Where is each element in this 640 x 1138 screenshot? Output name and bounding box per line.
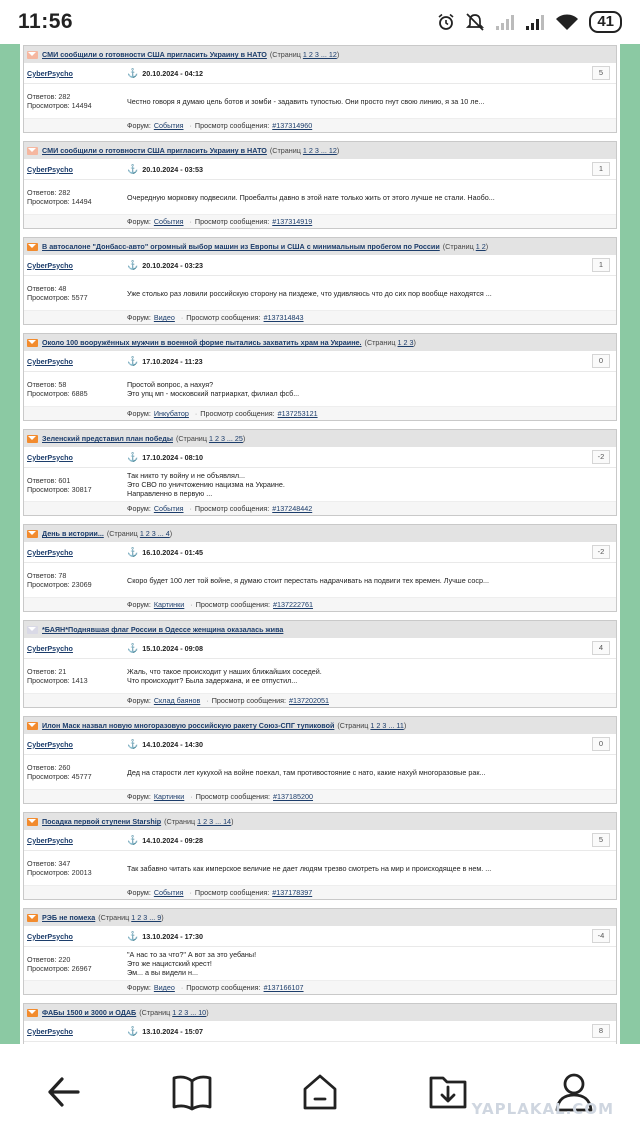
topic-card bbox=[23, 237, 617, 325]
replies-count: Ответов: 48 bbox=[27, 284, 67, 293]
rating-badge: -2 bbox=[592, 450, 610, 464]
topic-title-link[interactable]: В автосалоне "Донбасс-авто" огромный выбор машин из Европы и США с минимальным пробегом по России bbox=[42, 242, 440, 251]
mute-icon bbox=[465, 12, 485, 32]
post-date bbox=[124, 547, 592, 558]
topic-pages bbox=[270, 146, 339, 155]
post-excerpt-line: Это СВО по уничтожению нацизма на Украине. bbox=[127, 480, 285, 489]
envelope-icon bbox=[27, 530, 38, 538]
author-link[interactable]: CyberPsycho bbox=[27, 1026, 73, 1036]
pages-prefix: (Страниц bbox=[337, 721, 369, 730]
battery-icon: 41 bbox=[589, 11, 622, 33]
author-link[interactable]: CyberPsycho bbox=[27, 739, 73, 749]
post-view-label: Просмотр сообщения: bbox=[194, 888, 270, 897]
topic-stats bbox=[24, 659, 124, 693]
post-excerpt bbox=[124, 276, 616, 310]
status-time: 11:56 bbox=[18, 10, 74, 33]
pages-links[interactable]: 1 2 3 ... 12 bbox=[302, 146, 337, 155]
topic-list bbox=[20, 44, 620, 1044]
topic-header bbox=[24, 525, 616, 542]
post-link[interactable]: #137222761 bbox=[273, 600, 314, 609]
topic-card bbox=[23, 45, 617, 133]
post-meta-row bbox=[24, 255, 616, 276]
replies-count: Ответов: 601 bbox=[27, 475, 71, 485]
topic-stats bbox=[24, 947, 124, 980]
views-count: Просмотров: 23069 bbox=[27, 580, 92, 589]
post-link[interactable]: #137185200 bbox=[273, 792, 314, 801]
topic-card bbox=[23, 908, 617, 995]
replies-count: Ответов: 220 bbox=[27, 954, 71, 964]
topic-header bbox=[24, 1004, 616, 1021]
post-excerpt bbox=[124, 468, 616, 501]
topic-title-link[interactable]: ФАБы 1500 и 3000 и ОДАБ bbox=[42, 1008, 137, 1017]
forum-label: Форум: bbox=[127, 888, 151, 897]
views-count: Просмотров: 30817 bbox=[27, 484, 92, 494]
topic-stats bbox=[24, 84, 124, 118]
topic-card bbox=[23, 620, 617, 708]
pages-links[interactable]: 1 2 3 ... 12 bbox=[302, 50, 337, 59]
forum-label: Форум: bbox=[127, 983, 151, 992]
author-link[interactable]: CyberPsycho bbox=[27, 835, 73, 845]
views-count: Просмотров: 45777 bbox=[27, 772, 92, 781]
post-excerpt bbox=[124, 755, 616, 789]
topic-title-link[interactable]: *БАЯН*Поднявшая флаг России в Одессе женщина оказалась жива bbox=[42, 625, 284, 634]
topic-title-link[interactable]: Посадка первой ступени Starship bbox=[42, 817, 162, 826]
forum-link[interactable]: События bbox=[153, 121, 184, 130]
author-link[interactable]: CyberPsycho bbox=[27, 931, 73, 941]
topic-pages bbox=[443, 242, 488, 251]
envelope-icon bbox=[27, 147, 38, 155]
pages-links[interactable]: 1 2 bbox=[475, 242, 486, 251]
topic-header bbox=[24, 621, 616, 638]
topic-pages bbox=[107, 529, 172, 538]
forum-link[interactable]: Картинки bbox=[153, 600, 185, 609]
wifi-icon bbox=[555, 13, 579, 31]
forum-link[interactable]: События bbox=[153, 217, 184, 226]
envelope-icon bbox=[27, 435, 38, 443]
anchor-icon[interactable]: ⚓ bbox=[127, 834, 139, 845]
post-meta-row bbox=[24, 447, 616, 468]
pages-suffix: ) bbox=[242, 434, 246, 443]
topic-header bbox=[24, 430, 616, 447]
rating-badge: 0 bbox=[592, 737, 610, 751]
rating-badge: 1 bbox=[592, 162, 610, 176]
separator-dot: · bbox=[180, 983, 184, 992]
post-date-text: 14.10.2024 - 09:28 bbox=[142, 835, 203, 845]
forum-label: Форум: bbox=[127, 600, 151, 609]
post-view-label: Просмотр сообщения: bbox=[195, 792, 271, 801]
forum-label: Форум: bbox=[127, 696, 151, 705]
pages-suffix: ) bbox=[336, 146, 340, 155]
topic-title-link[interactable]: РЭБ не помеха bbox=[42, 913, 96, 922]
topic-header bbox=[24, 142, 616, 159]
views-count: Просмотров: 1413 bbox=[27, 676, 88, 685]
post-excerpt-line: "А нас то за что?" А вот за это уебаны! bbox=[127, 950, 257, 959]
topic-stats bbox=[24, 372, 124, 406]
pages-suffix: ) bbox=[485, 242, 489, 251]
rating-badge: -4 bbox=[592, 929, 610, 943]
views-count: Просмотров: 6885 bbox=[27, 389, 88, 398]
topic-title-link[interactable]: Зеленский представил план победы bbox=[42, 434, 173, 443]
topic-header bbox=[24, 717, 616, 734]
post-body bbox=[24, 755, 616, 789]
author-link[interactable]: CyberPsycho bbox=[27, 164, 73, 174]
topic-title-link[interactable]: Илон Маск назвал новую многоразовую российскую ракету Союз-СПГ тупиковой bbox=[42, 721, 335, 730]
pages-links[interactable]: 1 2 3 ... 25 bbox=[208, 434, 243, 443]
post-excerpt-line: Честно говоря я думаю цель ботов и зомби - задавить тупостью. Они просто гнут свою линию, я за 10 ле... bbox=[127, 96, 485, 106]
views-count: Просмотров: 20013 bbox=[27, 868, 92, 877]
status-bar bbox=[0, 0, 640, 44]
pages-prefix: (Страниц bbox=[175, 434, 207, 443]
post-view-label: Просмотр сообщения: bbox=[195, 600, 271, 609]
post-meta-row bbox=[24, 351, 616, 372]
topic-stats bbox=[24, 563, 124, 597]
forum-label: Форум: bbox=[127, 313, 151, 322]
post-date-text: 20.10.2024 - 03:53 bbox=[142, 164, 203, 174]
topic-stats bbox=[24, 851, 124, 885]
rating-badge: 5 bbox=[592, 66, 610, 80]
post-meta-row bbox=[24, 830, 616, 851]
topic-pages bbox=[98, 913, 163, 922]
envelope-icon bbox=[27, 339, 38, 347]
anchor-icon[interactable]: ⚓ bbox=[127, 1025, 139, 1036]
post-excerpt-line: Скоро будет 100 лет той войне, я думаю стоит перестать надрачивать на подвиги тех времен. Лучше соср... bbox=[127, 575, 489, 585]
post-footer bbox=[24, 118, 616, 132]
topic-card bbox=[23, 429, 617, 516]
download-icon[interactable] bbox=[426, 1070, 470, 1114]
post-link[interactable]: #137166107 bbox=[263, 983, 304, 992]
separator-dot: · bbox=[189, 121, 192, 130]
topic-stats bbox=[24, 276, 124, 310]
topic-header bbox=[24, 238, 616, 255]
topic-card bbox=[23, 524, 617, 612]
pages-prefix: (Страниц bbox=[106, 529, 138, 538]
pages-links[interactable]: 1 2 3 ... 9 bbox=[131, 913, 162, 922]
post-date-text: 16.10.2024 - 01:45 bbox=[142, 547, 203, 557]
forum-label: Форум: bbox=[127, 121, 151, 130]
post-footer bbox=[24, 980, 616, 994]
post-link[interactable]: #137314919 bbox=[272, 217, 313, 226]
post-excerpt-line: Так никто ту войну и не объявлял... bbox=[127, 471, 246, 480]
pages-prefix: (Страниц bbox=[442, 242, 474, 251]
separator-dot: · bbox=[189, 217, 192, 226]
forum-link[interactable]: События bbox=[153, 504, 184, 513]
envelope-icon bbox=[27, 1009, 38, 1017]
page-background bbox=[0, 44, 640, 1044]
rating-badge: 0 bbox=[592, 354, 610, 368]
post-date bbox=[124, 835, 592, 846]
pages-prefix: (Страниц bbox=[164, 817, 196, 826]
anchor-icon[interactable]: ⚓ bbox=[127, 163, 139, 174]
pages-links[interactable]: 1 2 3 bbox=[397, 338, 414, 347]
post-excerpt-line: Жаль, что такое происходит у наших ближайших соседей. bbox=[127, 667, 322, 676]
post-footer bbox=[24, 501, 616, 515]
post-footer bbox=[24, 789, 616, 803]
post-date bbox=[124, 452, 592, 463]
post-meta-row bbox=[24, 926, 616, 947]
envelope-icon bbox=[27, 818, 38, 826]
anchor-icon[interactable]: ⚓ bbox=[127, 642, 139, 653]
topic-pages bbox=[337, 721, 406, 730]
post-footer bbox=[24, 406, 616, 420]
replies-count: Ответов: 21 bbox=[27, 667, 67, 676]
post-date-text: 13.10.2024 - 17:30 bbox=[142, 931, 203, 941]
author-link[interactable]: CyberPsycho bbox=[27, 260, 73, 270]
envelope-icon bbox=[27, 914, 38, 922]
topic-card bbox=[23, 333, 617, 421]
topic-title-link[interactable]: День в истории... bbox=[42, 529, 104, 538]
post-meta-row bbox=[24, 63, 616, 84]
post-view-label: Просмотр сообщения: bbox=[186, 983, 261, 992]
views-count: Просмотров: 14494 bbox=[27, 101, 92, 110]
post-date-text: 20.10.2024 - 04:12 bbox=[142, 68, 203, 78]
post-meta-row bbox=[24, 1021, 616, 1042]
post-view-label: Просмотр сообщения: bbox=[186, 313, 261, 322]
anchor-icon[interactable]: ⚓ bbox=[127, 451, 139, 462]
separator-dot: · bbox=[190, 792, 193, 801]
post-body bbox=[24, 468, 616, 501]
topic-pages bbox=[270, 50, 339, 59]
post-excerpt bbox=[124, 563, 616, 597]
pages-suffix: ) bbox=[336, 50, 340, 59]
post-view-label: Просмотр сообщения: bbox=[200, 409, 275, 418]
separator-dot: · bbox=[189, 504, 192, 513]
separator-dot: · bbox=[194, 409, 198, 418]
topic-stats bbox=[24, 755, 124, 789]
topic-title-link[interactable]: Около 100 вооружённых мужчин в военной форме пытались захватить храм на Украине. bbox=[42, 338, 362, 347]
replies-count: Ответов: 347 bbox=[27, 859, 71, 868]
post-body bbox=[24, 851, 616, 885]
topic-pages bbox=[139, 1008, 208, 1017]
envelope-icon bbox=[27, 722, 38, 730]
anchor-icon[interactable]: ⚓ bbox=[127, 930, 139, 941]
rating-badge: 8 bbox=[592, 1024, 610, 1038]
post-link[interactable]: #137253121 bbox=[277, 409, 318, 418]
pages-suffix: ) bbox=[206, 1008, 209, 1017]
post-body bbox=[24, 276, 616, 310]
forum-link[interactable]: Склад баянов bbox=[153, 696, 201, 705]
forum-label: Форум: bbox=[127, 217, 151, 226]
rating-badge: 1 bbox=[592, 258, 610, 272]
post-excerpt-line: Очередную морковку подвесили. Проебалты давно в этой нате только жить от этого лучше не стали. Наобо... bbox=[127, 192, 495, 202]
forum-label: Форум: bbox=[127, 792, 151, 801]
forum-link[interactable]: Картинки bbox=[153, 792, 185, 801]
signal-icon bbox=[495, 13, 515, 31]
bottom-navbar bbox=[0, 1044, 640, 1138]
forum-link[interactable]: Инкубатор bbox=[153, 409, 189, 418]
post-date bbox=[124, 164, 592, 175]
post-meta-row bbox=[24, 638, 616, 659]
forum-label: Форум: bbox=[127, 409, 151, 418]
topic-header bbox=[24, 334, 616, 351]
anchor-icon[interactable]: ⚓ bbox=[127, 67, 139, 78]
topic-stats bbox=[24, 180, 124, 214]
post-date bbox=[124, 931, 592, 942]
post-excerpt bbox=[124, 180, 616, 214]
topic-card bbox=[23, 141, 617, 229]
forum-link[interactable]: Видео bbox=[153, 983, 175, 992]
post-footer bbox=[24, 885, 616, 899]
separator-dot: · bbox=[189, 888, 192, 897]
replies-count: Ответов: 282 bbox=[27, 188, 71, 197]
views-count: Просмотров: 26967 bbox=[27, 963, 92, 973]
topic-stats bbox=[24, 468, 124, 501]
post-view-label: Просмотр сообщения: bbox=[211, 696, 286, 705]
pages-suffix: ) bbox=[231, 817, 234, 826]
post-date bbox=[124, 68, 592, 79]
topic-title-link[interactable]: СМИ сообщили о готовности США пригласить Украину в НАТО bbox=[42, 146, 267, 155]
post-excerpt-line: Это же нацистский крест! bbox=[127, 959, 212, 968]
post-footer bbox=[24, 597, 616, 611]
post-date bbox=[124, 739, 592, 750]
rating-badge: 4 bbox=[592, 641, 610, 655]
forum-link[interactable]: События bbox=[153, 888, 184, 897]
separator-dot: · bbox=[190, 600, 193, 609]
post-date-text: 17.10.2024 - 08:10 bbox=[142, 452, 203, 462]
post-link[interactable]: #137314960 bbox=[272, 121, 313, 130]
author-link[interactable]: CyberPsycho bbox=[27, 356, 73, 366]
post-excerpt-line: Так забавно читать как имперское величие не дает людям трезво смотреть на мир и происходящее в нем. ... bbox=[127, 863, 492, 873]
post-excerpt-line: Эм... а вы видели н... bbox=[127, 968, 198, 977]
topic-title-link[interactable]: СМИ сообщили о готовности США пригласить Украину в НАТО bbox=[42, 50, 267, 59]
pages-prefix: (Страниц bbox=[269, 146, 301, 155]
post-view-label: Просмотр сообщения: bbox=[194, 217, 270, 226]
pages-prefix: (Страниц bbox=[364, 338, 396, 347]
views-count: Просмотров: 5577 bbox=[27, 293, 88, 302]
forum-label: Форум: bbox=[127, 504, 151, 513]
post-body bbox=[24, 659, 616, 693]
post-meta-row bbox=[24, 542, 616, 563]
author-link[interactable]: CyberPsycho bbox=[27, 68, 73, 78]
post-view-label: Просмотр сообщения: bbox=[194, 121, 270, 130]
topic-header bbox=[24, 909, 616, 926]
replies-count: Ответов: 58 bbox=[27, 380, 67, 389]
topic-pages bbox=[365, 338, 416, 347]
post-excerpt-line: Что происходит? Была задержана, и ее отпустил... bbox=[127, 676, 298, 685]
topic-pages bbox=[176, 434, 245, 443]
post-date-text: 13.10.2024 - 15:07 bbox=[142, 1026, 203, 1036]
post-link[interactable]: #137248442 bbox=[272, 504, 313, 513]
anchor-icon[interactable]: ⚓ bbox=[127, 738, 139, 749]
post-link[interactable]: #137202051 bbox=[289, 696, 329, 705]
pages-suffix: ) bbox=[161, 913, 164, 922]
post-excerpt-line: Это упц мп - московский патриархат, филиал фсб... bbox=[127, 389, 300, 398]
post-date bbox=[124, 356, 592, 367]
post-excerpt-line: Дед на старости лет кукухой на войне поехал, там противостояние с нато, какие нахуй многоразовые рак... bbox=[127, 767, 486, 777]
post-date bbox=[124, 260, 592, 271]
pages-suffix: ) bbox=[169, 529, 173, 538]
post-date-text: 14.10.2024 - 14:30 bbox=[142, 739, 203, 749]
author-link[interactable]: CyberPsycho bbox=[27, 643, 73, 653]
anchor-icon[interactable]: ⚓ bbox=[127, 546, 139, 557]
post-date-text: 17.10.2024 - 11:23 bbox=[142, 356, 203, 366]
topic-card bbox=[23, 716, 617, 804]
post-excerpt-line: Простой вопрос, а нахуя? bbox=[127, 380, 214, 389]
post-meta-row bbox=[24, 734, 616, 755]
pages-links[interactable]: 1 2 3 ... 4 bbox=[139, 529, 170, 538]
envelope-icon bbox=[27, 51, 38, 59]
post-body bbox=[24, 84, 616, 118]
pages-prefix: (Страниц bbox=[269, 50, 301, 59]
pages-suffix: ) bbox=[413, 338, 416, 347]
anchor-icon[interactable]: ⚓ bbox=[127, 355, 139, 366]
pages-links[interactable]: 1 2 3 ... 11 bbox=[370, 721, 404, 730]
pages-prefix: (Страниц bbox=[139, 1008, 171, 1017]
anchor-icon[interactable]: ⚓ bbox=[127, 259, 139, 270]
replies-count: Ответов: 282 bbox=[27, 92, 71, 101]
separator-dot: · bbox=[180, 313, 184, 322]
book-icon[interactable] bbox=[170, 1070, 214, 1114]
topic-header bbox=[24, 813, 616, 830]
post-excerpt bbox=[124, 659, 616, 693]
post-body bbox=[24, 372, 616, 406]
post-footer bbox=[24, 693, 616, 707]
post-excerpt bbox=[124, 851, 616, 885]
separator-dot: · bbox=[206, 696, 209, 705]
back-icon[interactable] bbox=[42, 1070, 86, 1114]
post-excerpt bbox=[124, 947, 616, 980]
post-excerpt bbox=[124, 84, 616, 118]
topic-header bbox=[24, 46, 616, 63]
author-link[interactable]: CyberPsycho bbox=[27, 452, 73, 462]
post-excerpt bbox=[124, 372, 616, 406]
pages-suffix: ) bbox=[403, 721, 407, 730]
post-body bbox=[24, 180, 616, 214]
pages-links[interactable]: 1 2 3 ... 14 bbox=[197, 817, 232, 826]
flag-icon bbox=[27, 626, 38, 634]
replies-count: Ответов: 78 bbox=[27, 571, 67, 580]
post-view-label: Просмотр сообщения: bbox=[194, 504, 270, 513]
pages-prefix: (Страниц bbox=[98, 913, 130, 922]
author-link[interactable]: CyberPsycho bbox=[27, 547, 73, 557]
forum-link[interactable]: Видео bbox=[153, 313, 175, 322]
alarm-icon bbox=[437, 13, 455, 31]
watermark: YAPLAKAL.COM bbox=[471, 1100, 614, 1118]
replies-count: Ответов: 260 bbox=[27, 763, 71, 772]
envelope-icon bbox=[27, 243, 38, 251]
post-excerpt-line: Направленно в первую ... bbox=[127, 489, 213, 498]
status-icons bbox=[437, 11, 622, 33]
post-date-text: 20.10.2024 - 03:23 bbox=[142, 260, 203, 270]
post-footer bbox=[24, 310, 616, 324]
views-count: Просмотров: 14494 bbox=[27, 197, 92, 206]
post-excerpt-line: Уже столько раз ловили российскую сторону на пиздеже, что удивляюсь что до сих пор вообще находятся ... bbox=[127, 288, 492, 298]
topic-card bbox=[23, 812, 617, 900]
rating-badge: 5 bbox=[592, 833, 610, 847]
post-link[interactable]: #137178397 bbox=[272, 888, 313, 897]
pages-links[interactable]: 1 2 3 ... 10 bbox=[172, 1008, 207, 1017]
post-date-text: 15.10.2024 - 09:08 bbox=[142, 643, 203, 653]
post-date bbox=[124, 1026, 592, 1037]
rating-badge: -2 bbox=[592, 545, 610, 559]
post-date bbox=[124, 643, 592, 654]
signal-icon bbox=[525, 13, 545, 31]
post-link[interactable]: #137314843 bbox=[263, 313, 304, 322]
post-meta-row bbox=[24, 159, 616, 180]
topic-pages bbox=[164, 817, 233, 826]
post-body bbox=[24, 563, 616, 597]
home-icon[interactable] bbox=[298, 1070, 342, 1114]
post-footer bbox=[24, 214, 616, 228]
post-body bbox=[24, 947, 616, 980]
